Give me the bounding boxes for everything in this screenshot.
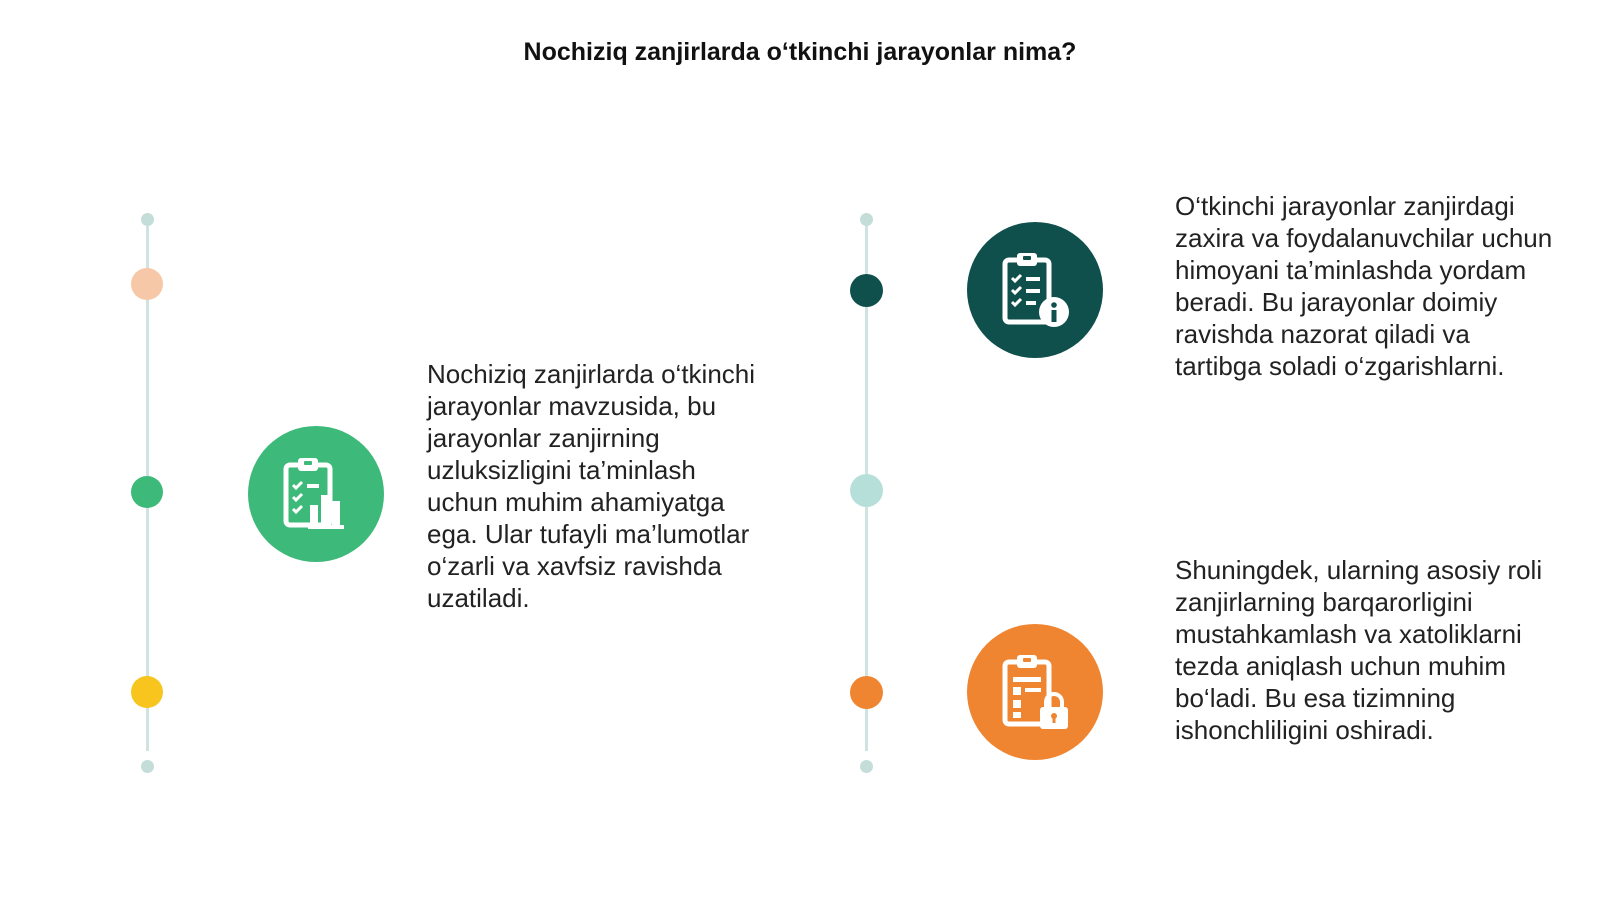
middle-timeline-end-dot [860, 760, 873, 773]
middle-timeline-start-dot [860, 213, 873, 226]
middle-timeline-teal-dot [850, 274, 883, 307]
clipboard-chart-icon [248, 426, 384, 562]
left-timeline-start-dot [141, 213, 154, 226]
middle-timeline-lightteal-dot [850, 474, 883, 507]
item-3-text: Shuningdek, ularning asosiy roli zanjirlarning barqarorligini mustahkamlash va xatoliklarni tezda aniqlash uchun muhim bo‘ladi. Bu esa tizimning ishonchliligini oshiradi. [1175, 555, 1543, 745]
item-2-text: O‘tkinchi jarayonlar zanjirdagi zaxira va foydalanuvchilar uchun himoyani ta’minlashda yordam beradi. Bu jarayonlar doimiy ravishda nazorat qiladi va tartibga soladi o‘zgarishlarni. [1175, 191, 1553, 381]
clipboard-info-icon [967, 222, 1103, 358]
left-timeline-peach-dot [131, 268, 163, 300]
left-timeline-yellow-dot [131, 676, 163, 708]
clipboard-lock-icon [967, 624, 1103, 760]
page-title: Nochiziq zanjirlarda o‘tkinchi jarayonlar nima? [523, 38, 1077, 66]
middle-timeline-orange-dot [850, 676, 883, 709]
left-timeline-end-dot [141, 760, 154, 773]
left-timeline-green-dot [131, 476, 163, 508]
item-1-text: Nochiziq zanjirlarda o‘tkinchi jarayonlar mavzusida, bu jarayonlar zanjirning uzluksizligini ta’minlash uchun muhim ahamiyatga ega. Ular tufayli ma’lumotlar o‘zarli va xavfsiz ravishda uzatiladi. [427, 359, 756, 613]
